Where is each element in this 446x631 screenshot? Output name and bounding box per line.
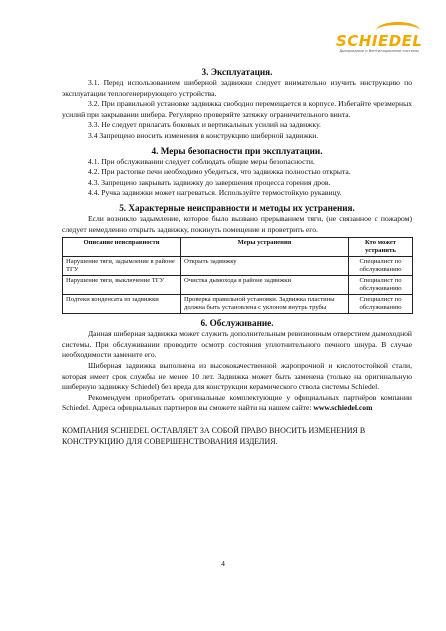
sec4-item: 4.1. При обслуживании следует соблюдать общие меры безопасности. bbox=[88, 156, 315, 166]
table-header: Меры устранения bbox=[181, 238, 349, 257]
table-header-row bbox=[63, 238, 413, 257]
table-header: Кто может устранить bbox=[349, 238, 413, 257]
sec6-paragraph-1: Данная шиберная задвижка может служить дополнительным ревизионным отверстием дымоходной системы. При обслуживании проводите осмотр состояния уплотнительного печного шнура. В случае необходимости замените его. bbox=[62, 329, 412, 360]
table-cell: Подтеки конденсата из задвижки bbox=[63, 295, 181, 314]
sec5-intro: Если возникло задымление, которое было вызвано прерыванием тяги, (не связанное с пожаром) следует немедленно открыть задвижку, покинуть помещение и проветрить его. bbox=[62, 213, 412, 234]
page-number: 4 bbox=[221, 559, 225, 568]
table-cell: Специалист по обслуживанию bbox=[349, 295, 413, 314]
section-3-title: 3. Эксплуатация. bbox=[201, 67, 273, 77]
table-row bbox=[63, 295, 413, 314]
logo-brand: SCHIEDEL bbox=[336, 32, 423, 50]
table-cell: Очистка дымохода в районе задвижки bbox=[181, 276, 349, 295]
sec3-paragraph-4: 3.4 Запрещено вносить изменения в конструкцию шиберной задвижки. bbox=[88, 130, 319, 140]
schiedel-logo bbox=[336, 22, 422, 54]
table-row bbox=[63, 257, 413, 276]
table-cell: Проверка правильной установки. Задвижка пластины должна быть установлена с уклоном внутрь трубы bbox=[181, 295, 349, 314]
sec4-item: 4.4. Ручка задвижки может нагреваться. Используйте термостойкую рукавицу. bbox=[88, 188, 342, 198]
section-4-title: 4. Меры безопасности при эксплуатации. bbox=[151, 145, 323, 156]
table-cell: Специалист по обслуживанию bbox=[349, 276, 413, 295]
sec3-paragraph-3: 3.3. Не следует прилагать боковых и вертикальных усилий на задвижку. bbox=[88, 120, 321, 130]
sec6-paragraph-2: Шиберная задвижка выполнена из высококачественной жаропрочной и кислотостойкой стали, которая имеет срок службы не менее 10 лет. Задвижка может быть заменена (только на оригинальную шиберную задвижку Schiedel) без вреда для конструкции керамического ствола системы Schiedel. bbox=[62, 360, 412, 392]
logo-tagline: Дымоходные и Вентиляционные системы bbox=[339, 49, 419, 53]
sec6-paragraph-3 bbox=[62, 393, 412, 414]
sec3-paragraph-1: 3.1. Перед использованием шиберной задвижки следует внимательно изучить инструкцию по эксплуатации теплогенерирующего устройства. bbox=[62, 78, 412, 98]
table-cell: Нарушение тяги, задымление в районе ТГУ bbox=[63, 257, 181, 276]
sec3-paragraph-2: 3.2. При правильной установке задвижка свободно перемещается в корпусе. Избегайте чрезмерных усилий при закрывании шибера. Регулярно проверяйте затяжку ограничительного винта. bbox=[62, 99, 412, 119]
sec4-item: 4.3. Запрещено закрывать задвижку до завершения процесса горения дров. bbox=[88, 177, 331, 187]
table-header: Описание неисправности bbox=[63, 238, 181, 257]
sec6-paragraph-3-text: Рекомендуем приобретать оригинальные комплектующие у официальных партнёров компании Schiedel. Адреса официальных партнеров вы сможете найти на нашем сайте: bbox=[62, 392, 412, 413]
troubleshooting-table bbox=[62, 237, 413, 314]
table-cell: Нарушение тяги, выключение ТГУ bbox=[63, 276, 181, 295]
section-6-title: 6. Обслуживание. bbox=[200, 318, 274, 329]
table-row bbox=[63, 276, 413, 295]
website-link[interactable]: www.schiedel.com bbox=[313, 403, 373, 413]
section-5-title: 5. Характерные неисправности и методы их устранения. bbox=[119, 202, 355, 213]
rights-notice: КОМПАНИЯ SCHIEDEL ОСТАВЛЯЕТ ЗА СОБОЙ ПРАВО ВНОСИТЬ ИЗМЕНЕНИЯ В КОНСТРУКЦИЮ ДЛЯ СОВЕРШЕНСТВОВАНИЯ ИЗДЕЛИЯ. bbox=[62, 425, 366, 446]
document-body bbox=[62, 66, 412, 447]
table-cell: Специалист по обслуживанию bbox=[349, 257, 413, 276]
table-cell: Открыть задвижку bbox=[181, 257, 349, 276]
sec4-item: 4.2. При растопке печи необходимо убедиться, что задвижка полностью открыта. bbox=[88, 167, 351, 177]
